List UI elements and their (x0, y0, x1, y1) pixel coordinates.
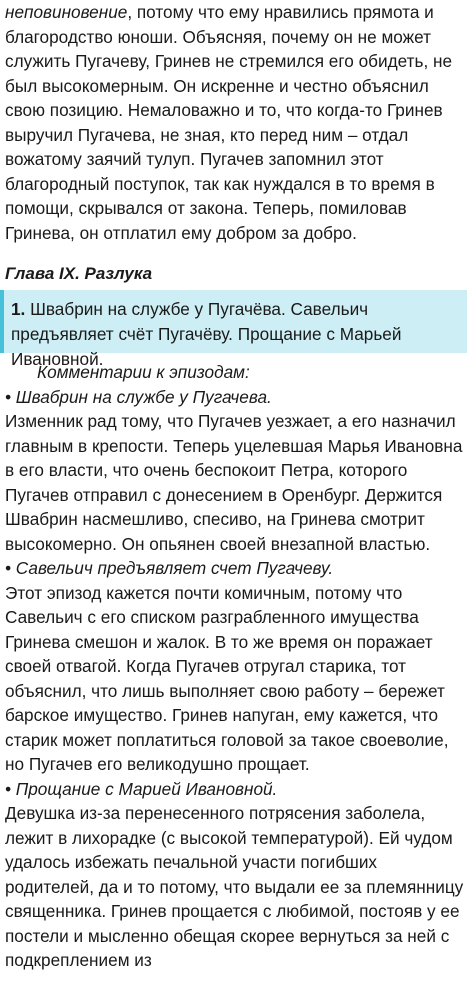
episode-text: Швабрин на службе у Пугачёва. Савельич предъявляет счёт Пугачёву. Прощание с Марьей Ивановной. (11, 299, 402, 369)
section-text: Этот эпизод кажется почти комичным, потому что Савельич с его списком разграбленного имущества Гринева смешон и жалок. В то же время он поражает своей отвагой. Когда Пугачев отругал старика, тот объяснил, что лишь выполняет свою работу – бережет барское имущество. Гринев напуган, ему кажется, что старик может поплатиться головой за такое своеволие, но Пугачев его великодушно прощает. (5, 582, 449, 774)
intro-text: , потому что ему нравились прямота и благородство юноши. Объясняя, почему он не может служить Пугачеву, Гринев не стремился его обидеть, не был высокомерным. Он искренне и честно объяснил свою позицию. Немаловажно и то, что когда-то Гринев выручил Пугачева, не зная, кто перед ним – отдал вожатому заячий тулуп. Пугачев запомнил этот благородный поступок, так как нуждался в то время в помощи, скрывался от закона. Теперь, помиловав Гринева, он отплатил ему добром за добро. (5, 2, 453, 243)
section-title-text: • Швабрин на службе у Пугачева. (5, 386, 272, 407)
section-title (0, 385, 469, 410)
section-text: Изменник рад тому, что Пугачев уезжает, а его назначил главным в крепости. Теперь уцелевшая Марья Ивановна в его власти, что очень беспокоит Петра, которого Пугачев отправил с донесением в Оренбург. Держится Швабрин насмешливо, спесиво, на Гринева смотрит высокомерно. Он опьянен своей внезапной властью. (5, 411, 463, 554)
episode-number: 1. (11, 299, 26, 319)
section-title-text: • Прощание с Марией Ивановной. (5, 778, 278, 799)
comments-heading: Комментарии к эпизодам: (37, 362, 250, 382)
chapter-title: Глава IX. Разлука (5, 264, 153, 283)
section-title-text: • Савельич предъявляет счет Пугачеву. (5, 558, 334, 578)
intro-paragraph (0, 0, 474, 245)
section-title (0, 556, 469, 581)
intro-emphasis: неповиновение (5, 2, 128, 22)
section-text: Девушка из-за перенесенного потрясения заболела, лежит в лихорадке (с высокой температурой). Ей чудом удалось избежать печальной участи погибших родителей, да и то потому, что выдали ее за племянницу священника. Гринев прощается с любимой, постояв у ее постели и мысленно обещая скорее вернуться за ней с подкреплением из (5, 803, 464, 970)
section-title (0, 777, 469, 802)
comments-section (0, 360, 469, 973)
episode-highlight-box (0, 290, 467, 369)
